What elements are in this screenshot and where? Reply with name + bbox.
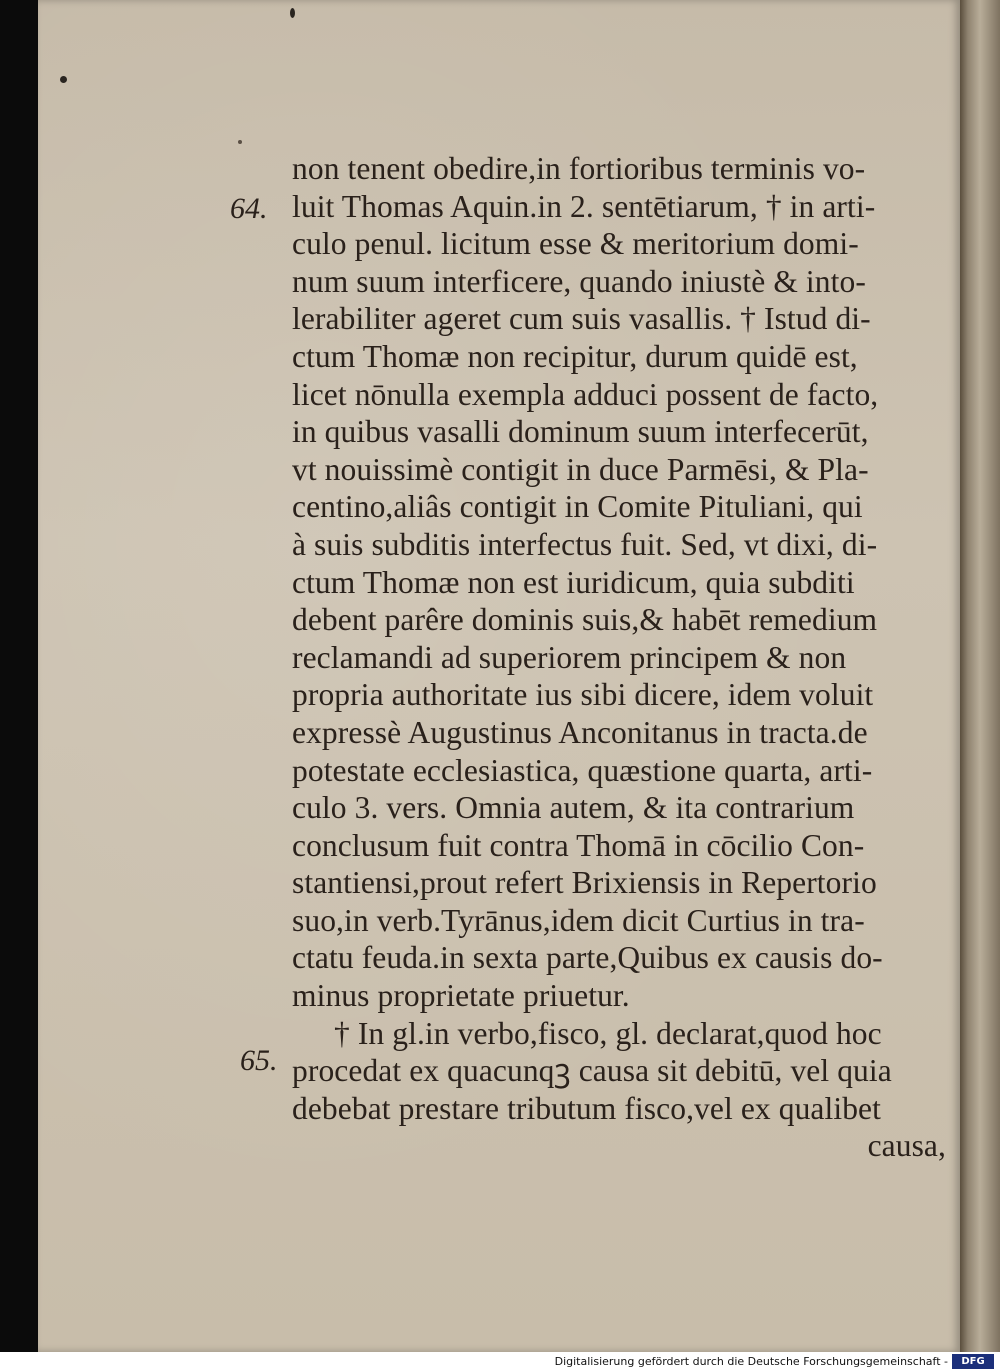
text-line: centino,aliâs contigit in Comite Pituliani, qui <box>292 489 863 525</box>
text-line: in quibus vasalli dominum suum interfecerūt, <box>292 414 869 450</box>
text-line: debent parêre dominis suis,& habēt remedium <box>292 602 878 638</box>
text-line: culo 3. vers. Omnia autem, & ita contrarium <box>292 790 855 826</box>
text-line: non tenent obedire,in fortioribus terminis vo- <box>292 151 866 186</box>
text-line: luit Thomas Aquin.in 2. sentētiarum, † in arti- <box>292 188 876 224</box>
ink-spot <box>60 76 67 83</box>
text-line: lerabiliter ageret cum suis vasallis. † Istud di- <box>292 301 871 337</box>
text-line: debebat prestare tributum fisco,vel ex qualibet <box>292 1090 881 1126</box>
page-edge <box>960 0 1000 1352</box>
text-line: vt nouissimè contigit in duce Parmēsi, & Pla- <box>292 451 869 487</box>
catchword: causa, <box>867 1128 946 1164</box>
text-line: licet nōnulla exempla adduci possent de facto, <box>292 376 879 412</box>
text-line: conclusum fuit contra Thomā in cōcilio Con- <box>292 827 865 863</box>
text-line: stantiensi,prout refert Brixiensis in Repertorio <box>292 865 877 901</box>
dfg-logo: DFG <box>952 1354 994 1369</box>
text-line: minus proprietate priuetur. <box>292 978 630 1014</box>
text-line: propria authoritate ius sibi dicere, idem voluit <box>292 677 874 713</box>
text-line: potestate ecclesiastica, quæstione quarta, arti- <box>292 752 873 788</box>
text-line: expressè Augustinus Anconitanus in tracta.de <box>292 714 868 750</box>
text-line: culo penul. licitum esse & meritorium domi- <box>292 226 859 262</box>
text-line: procedat ex quacunqꝫ causa sit debitū, vel quia <box>292 1053 892 1089</box>
funding-notice: Digitalisierung gefördert durch die Deutsche Forschungsgemeinschaft - <box>554 1355 948 1368</box>
ink-spot <box>238 140 242 144</box>
text-line: ctatu feuda.in sexta parte,Quibus ex causis do- <box>292 940 883 976</box>
text-line: num suum interficere, quando iniustè & into- <box>292 263 866 299</box>
body-text <box>292 150 952 1165</box>
text-line: à suis subditis interfectus fuit. Sed, vt dixi, di- <box>292 526 878 562</box>
text-line: ctum Thomæ non est iuridicum, quia subditi <box>292 564 855 600</box>
text-line: ctum Thomæ non recipitur, durum quidē est, <box>292 338 858 374</box>
text-line: reclamandi ad superiorem principem & non <box>292 639 847 675</box>
footer-bar <box>0 1352 1000 1372</box>
text-line: suo,in verb.Tyrānus,idem dicit Curtius in tra- <box>292 902 865 938</box>
marginal-number-64: 64. <box>230 192 268 225</box>
text-line: † In gl.in verbo,fisco, gl. declarat,quod hoc <box>334 1015 882 1051</box>
ink-spot <box>290 8 295 18</box>
marginal-number-65: 65. <box>240 1044 278 1077</box>
